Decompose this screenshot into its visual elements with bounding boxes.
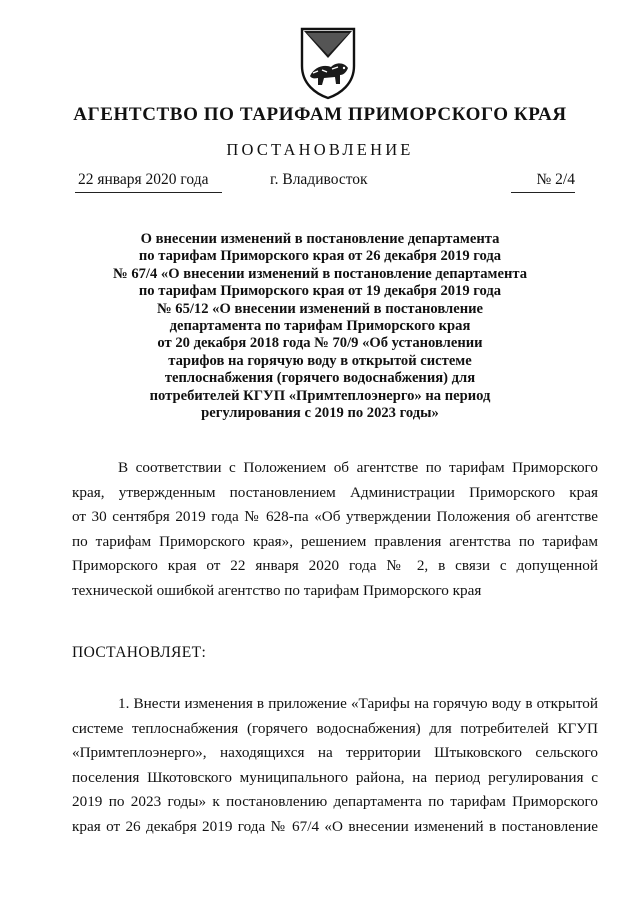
item-1-line: края от 26 декабря 2019 года № 67/4 «О внесении изменений в постановление [72, 817, 598, 835]
title-line: департамента по тарифам Приморского края [169, 318, 471, 335]
title-line: № 65/12 «О внесении изменений в постановление [156, 300, 484, 317]
item-1-line: системе теплоснабжения (горячего водоснабжения) для потребителей КГУП [72, 719, 598, 737]
item-1-line: 2019 по 2023 годы» к постановлению департамента по тарифам Приморского [72, 793, 598, 811]
document-title [100, 231, 540, 422]
document-date: 22 января 2020 года [75, 171, 222, 193]
preamble-paragraph [72, 456, 598, 604]
title-line: по тарифам Приморского края от 19 декабря 2019 года [138, 283, 502, 300]
resolves-heading: ПОСТАНОВЛЯЕТ: [72, 644, 207, 661]
document-type: ПОСТАНОВЛЕНИЕ [226, 140, 414, 159]
item-1-paragraph [72, 692, 598, 840]
agency-name: АГЕНТСТВО ПО ТАРИФАМ ПРИМОРСКОГО КРАЯ [73, 104, 567, 125]
item-1-line: «Примтеплоэнерго», находящихся на территории Штыковского сельского [72, 744, 598, 762]
preamble-line: по тарифам Приморского края», решением правления агентства по тарифам [72, 532, 598, 550]
title-line: № 67/4 «О внесении изменений в постановление департамента [113, 265, 527, 282]
item-1-line: поселения Шкотовского муниципального района, на период регулирования с [72, 768, 598, 786]
title-line: регулирования с 2019 по 2023 годы» [201, 405, 439, 422]
preamble-line: от 30 сентября 2019 года № 628-па «Об утверждении Положения об агентстве [72, 508, 598, 526]
document-city: г. Владивосток [270, 171, 368, 188]
title-line: от 20 декабря 2018 года № 70/9 «Об установлении [157, 335, 483, 352]
preamble-line: В соответствии с Положением об агентстве по тарифам Приморского [118, 459, 598, 476]
title-line: тарифов на горячую воду в открытой системе [168, 352, 472, 369]
title-line: О внесении изменений в постановление департамента [140, 231, 500, 247]
document-number: № 2/4 [511, 171, 575, 193]
title-line: теплоснабжения (горячего водоснабжения) для [164, 370, 476, 387]
preamble-line: технической ошибкой агентство по тарифам Приморского края [72, 581, 482, 599]
title-line: по тарифам Приморского края от 26 декабря 2019 года [138, 248, 502, 265]
title-line: потребителей КГУП «Примтеплоэнерго» на период [149, 387, 491, 404]
item-1-line: 1. Внести изменения в приложение «Тарифы на горячую воду в открытой [118, 695, 598, 712]
preamble-line: Приморского края от 22 января 2020 года № 2, в связи с допущенной [72, 557, 598, 575]
coat-of-arms-icon [298, 26, 358, 100]
preamble-line: края, утвержденным постановлением Администрации Приморского края [72, 483, 598, 501]
